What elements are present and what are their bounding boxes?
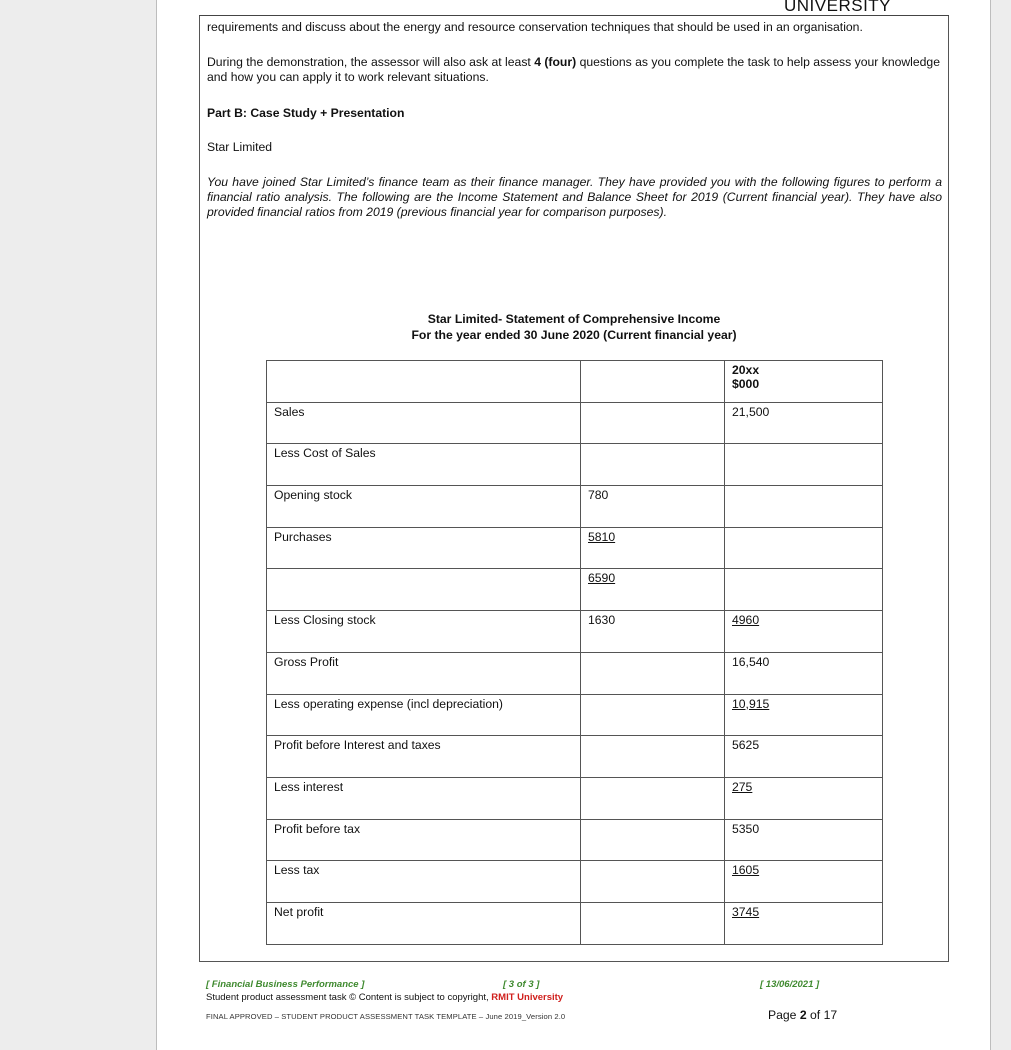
row-label [267, 902, 581, 944]
row-amount-value: 5625 [732, 738, 760, 753]
row-subtotal [581, 902, 725, 944]
footer-copyright-org: RMIT University [491, 992, 564, 1003]
row-amount-value: 21,500 [732, 404, 770, 419]
header-cell-year [725, 361, 883, 403]
table-row [267, 777, 883, 819]
row-subtotal [581, 652, 725, 694]
row-amount-value: 275 [732, 779, 753, 794]
row-amount [725, 652, 883, 694]
row-amount [725, 611, 883, 653]
footer-page-of: [ 3 of 3 ] [503, 979, 540, 990]
row-amount [725, 694, 883, 736]
table-row [267, 819, 883, 861]
statement-subtitle: For the year ended 30 June 2020 (Current financial year) [411, 328, 737, 342]
footer-copyright [206, 992, 563, 1003]
case-intro: You have joined Star Limited’s finance team as their finance manager. They have provided you with the following figures to perform a financial ratio analysis. The following are the Income Statement and Balance Sheet for 2019 (Current financial year). They have also provided financial ratios from 2019 (previous financial year for comparison purposes). [207, 175, 942, 219]
row-label-value: Profit before tax [274, 821, 361, 836]
row-subtotal [581, 736, 725, 778]
row-label-value: Less Closing stock [274, 613, 376, 628]
row-label [267, 777, 581, 819]
table-row [267, 444, 883, 486]
footer-date: [ 13/06/2021 ] [760, 979, 820, 990]
para-demo-text-a: During the demonstration, the assessor will also ask at least [207, 55, 535, 69]
row-subtotal [581, 527, 725, 569]
table-row [267, 902, 883, 944]
table-row [267, 861, 883, 903]
row-amount [725, 777, 883, 819]
page-num: 2 [799, 1008, 807, 1022]
row-label-value: Net profit [274, 904, 324, 919]
row-subtotal-value: 1630 [588, 613, 616, 628]
row-label-value: Less interest [274, 779, 344, 794]
row-subtotal [581, 861, 725, 903]
row-label [267, 569, 581, 611]
row-label-value: Profit before Interest and taxes [274, 738, 441, 753]
row-amount-value: 16,540 [732, 654, 770, 669]
row-subtotal-value: 6590 [588, 571, 616, 586]
row-label [267, 736, 581, 778]
table-row [267, 652, 883, 694]
footer-template: FINAL APPROVED – STUDENT PRODUCT ASSESSMENT TASK TEMPLATE – June 2019_Version 2.0 [206, 1012, 566, 1021]
header-cell-mid [581, 361, 725, 403]
table-row [267, 569, 883, 611]
row-amount-value: 5350 [732, 821, 760, 836]
row-amount-value: 3745 [732, 904, 760, 919]
para-demonstration [207, 55, 942, 85]
row-amount [725, 486, 883, 528]
row-subtotal [581, 569, 725, 611]
table-row [267, 527, 883, 569]
row-subtotal [581, 402, 725, 444]
row-amount-value: 1605 [732, 863, 760, 878]
header-brand: UNIVERSITY [784, 0, 892, 15]
para-requirements: requirements and discuss about the energy and resource conservation techniques that should be used in an organisation. [207, 20, 863, 34]
row-amount [725, 819, 883, 861]
row-label [267, 652, 581, 694]
row-amount [725, 902, 883, 944]
page-total: of 17 [806, 1008, 838, 1022]
header-unit: $000 [732, 377, 760, 391]
table-row [267, 694, 883, 736]
row-subtotal [581, 819, 725, 861]
row-subtotal [581, 611, 725, 653]
table-row [267, 736, 883, 778]
row-label-value: Gross Profit [274, 654, 339, 669]
row-amount [725, 861, 883, 903]
table-header-row [267, 361, 883, 403]
row-amount-value: 4960 [732, 613, 760, 628]
row-label [267, 861, 581, 903]
row-amount [725, 736, 883, 778]
row-subtotal-value: 5810 [588, 529, 616, 544]
row-label [267, 486, 581, 528]
row-subtotal [581, 486, 725, 528]
row-amount [725, 569, 883, 611]
statement-title: Star Limited- Statement of Comprehensive Income [427, 312, 721, 326]
row-label [267, 402, 581, 444]
header-year: 20xx [732, 363, 760, 377]
row-label [267, 819, 581, 861]
row-label-value: Less Cost of Sales [274, 446, 376, 461]
table-row [267, 611, 883, 653]
header-cell-label [267, 361, 581, 403]
row-subtotal-value: 780 [588, 488, 609, 503]
company-name: Star Limited [207, 140, 273, 154]
row-label-value: Purchases [274, 529, 332, 544]
row-amount [725, 402, 883, 444]
row-amount [725, 444, 883, 486]
row-subtotal [581, 694, 725, 736]
row-label [267, 611, 581, 653]
para-demo-text-b: questions as you complete the task to help assess your knowledge and how you can apply it to work relevant situations. [207, 55, 940, 84]
row-subtotal [581, 777, 725, 819]
page-label: Page [768, 1008, 800, 1022]
table-row [267, 486, 883, 528]
row-label-value: Sales [274, 404, 305, 419]
row-amount-value: 10,915 [732, 696, 770, 711]
row-subtotal [581, 444, 725, 486]
part-heading: Part B: Case Study + Presentation [207, 106, 405, 120]
row-amount [725, 527, 883, 569]
footer-page-number [768, 1008, 837, 1022]
row-label-value: Less operating expense (incl depreciation) [274, 696, 503, 711]
table-row [267, 402, 883, 444]
row-label [267, 444, 581, 486]
income-statement-table [266, 360, 883, 945]
row-label [267, 527, 581, 569]
row-label-value: Opening stock [274, 488, 352, 503]
row-label [267, 694, 581, 736]
footer-copyright-text: Student product assessment task © Content is subject to copyright, [206, 992, 492, 1003]
para-demo-bold: 4 (four) [534, 55, 577, 69]
row-label-value: Less tax [274, 863, 320, 878]
footer-course: [ Financial Business Performance ] [206, 979, 365, 990]
